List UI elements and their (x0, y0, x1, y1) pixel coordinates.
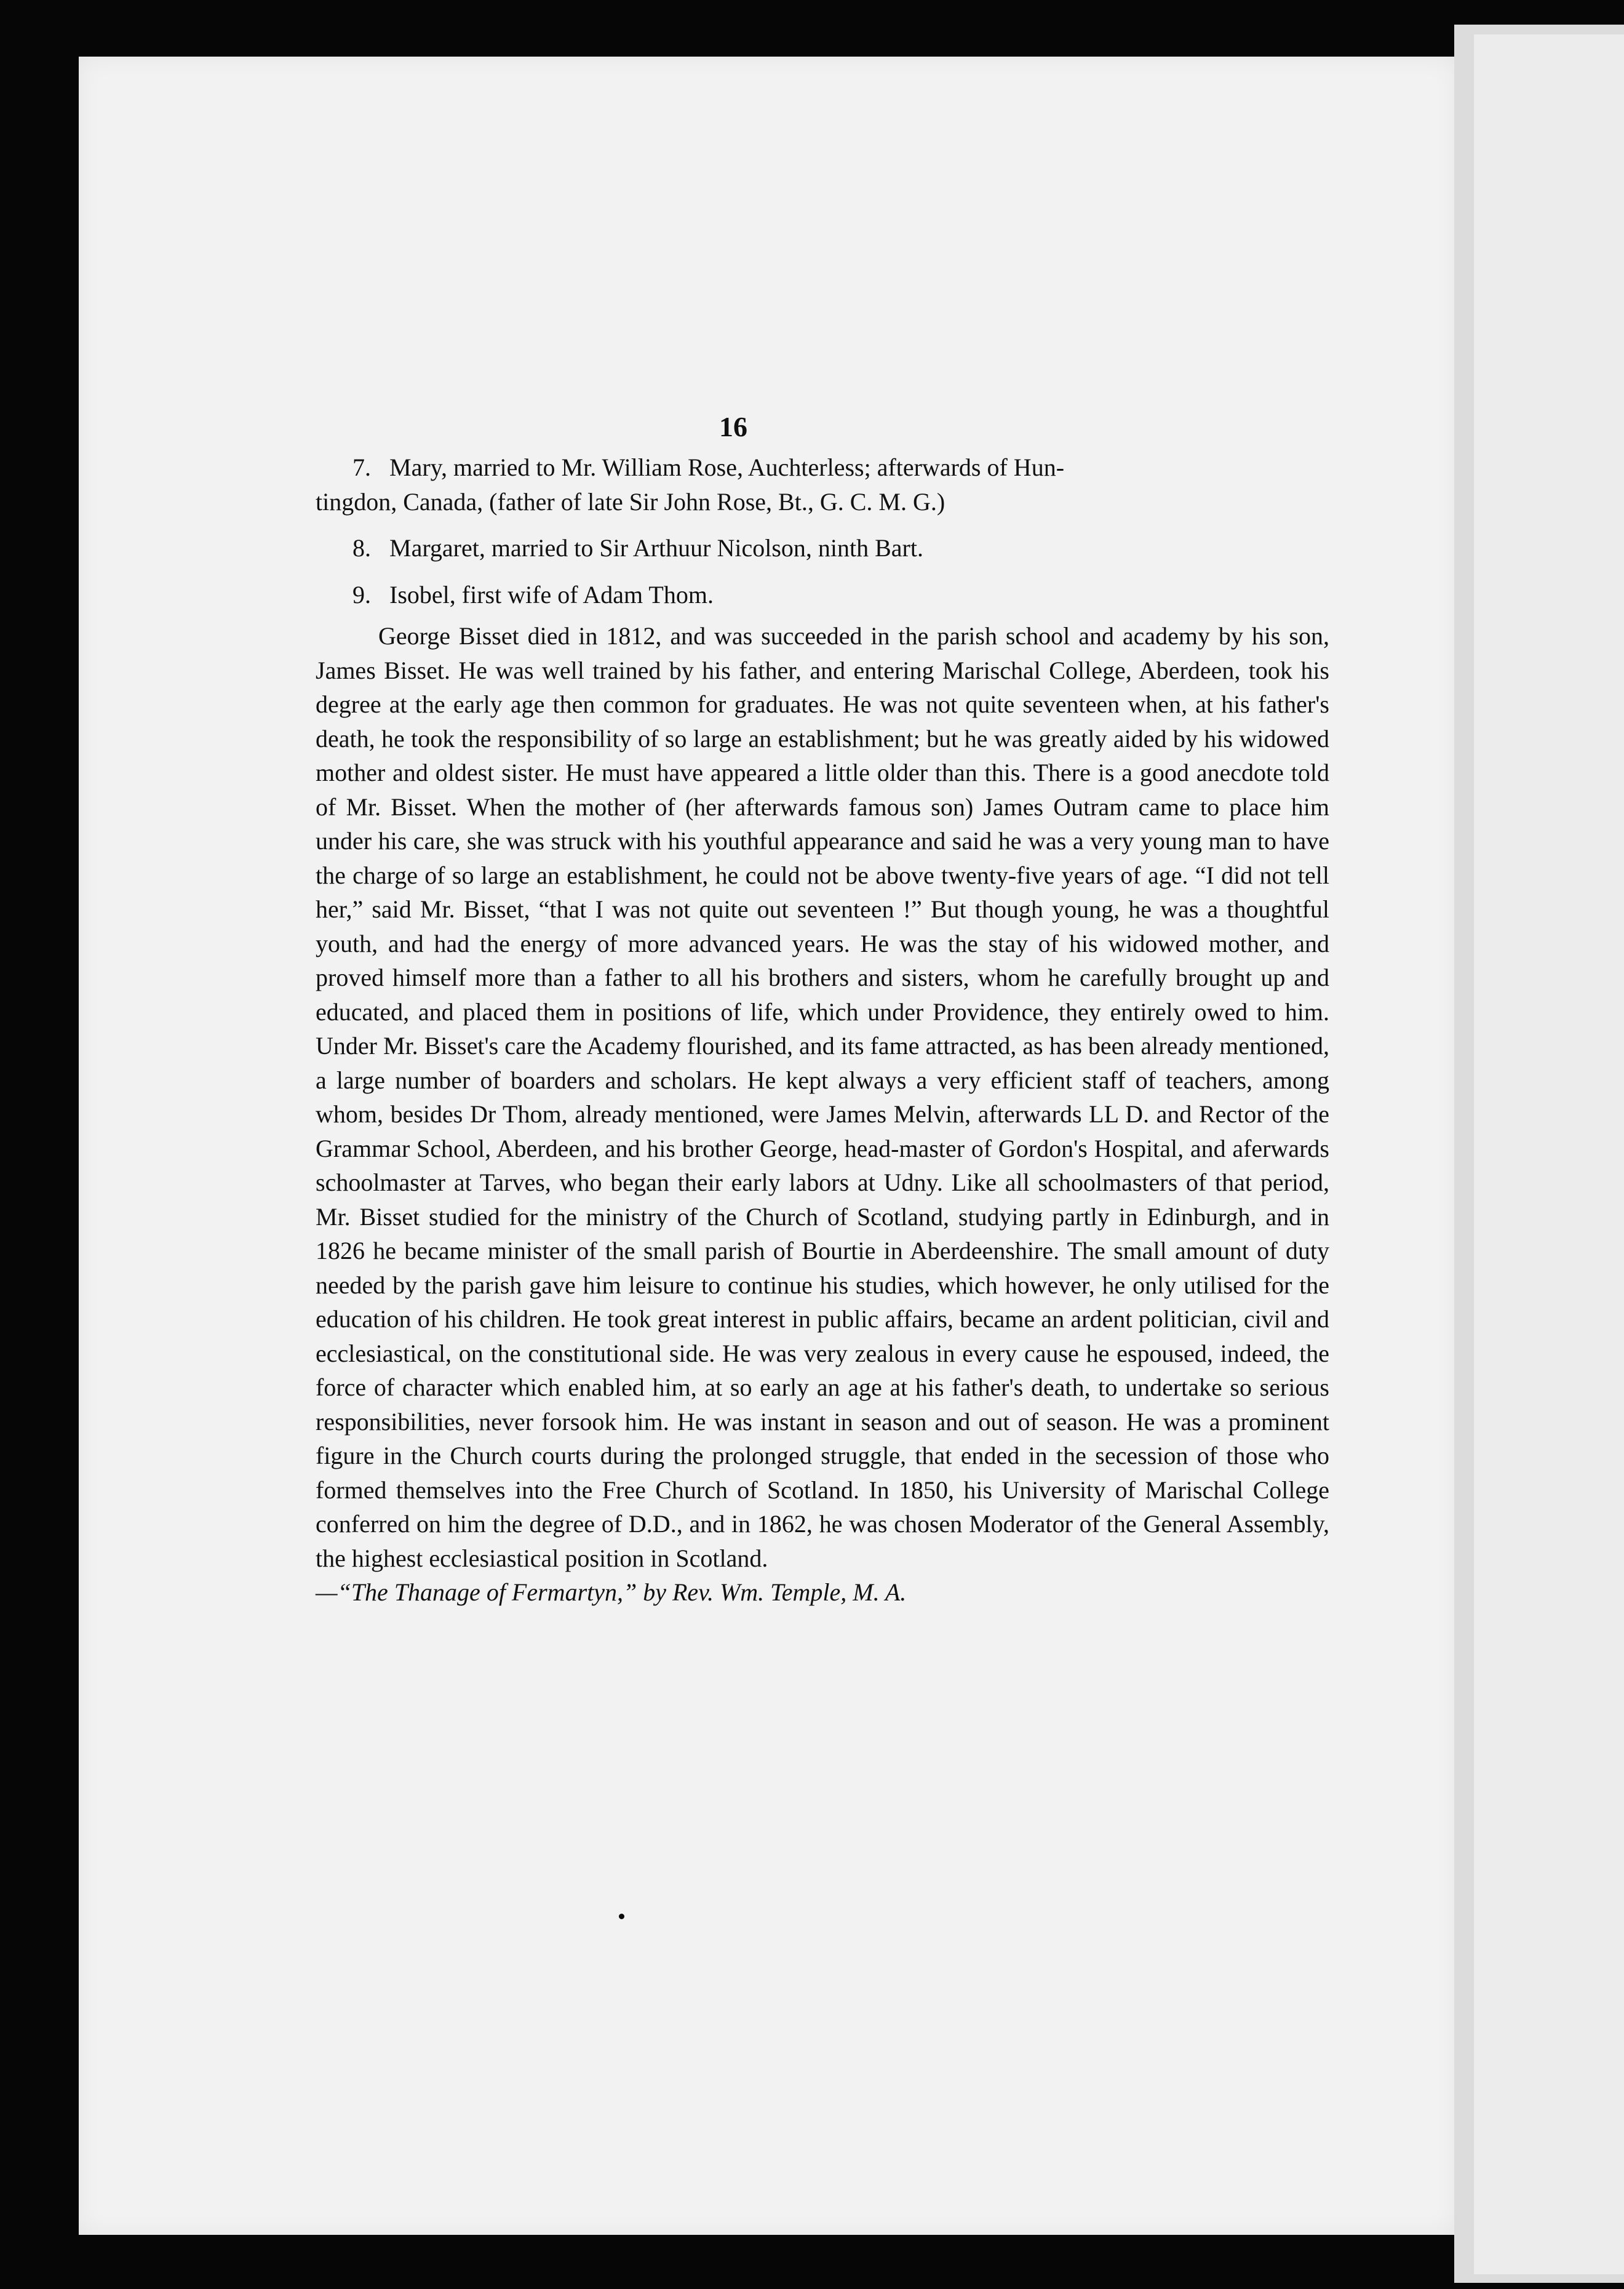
list-item (316, 531, 1329, 565)
list-text: Mary, married to Mr. William Rose, Auchterless; afterwards of Hun- (389, 453, 1065, 481)
list-text-continued: tingdon, Canada, (father of late Sir John Rose, Bt., G. C. M. G.) (316, 487, 945, 516)
scanned-page (79, 57, 1457, 2235)
list-number: 8. (352, 534, 371, 562)
list-item (316, 578, 1329, 612)
page-number: 16 (719, 411, 747, 442)
adjacent-page-edge (1454, 25, 1624, 2283)
list-item (316, 450, 1329, 519)
citation: —“The Thanage of Fermartyn,” by Rev. Wm. Temple, M. A. (316, 1578, 907, 1606)
list-text: Isobel, first wife of Adam Thom. (389, 580, 714, 609)
dust-speck (619, 1914, 624, 1919)
list-text: Margaret, married to Sir Arthuur Nicolson, ninth Bart. (389, 534, 923, 562)
list-number: 9. (352, 580, 371, 609)
body-paragraph: George Bisset died in 1812, and was succeeded in the parish school and academy by his son, James Bisset. He was well trained by his father, and entering Marischal College, Aberdeen, took his degree at the early age then common for graduates. He was not quite seventeen when, at his father's death, he took the responsibility of so large an establishment; but he was greatly aided by his widowed mother and oldest sister. He must have appeared a little older than this. There is a good anecdote told of Mr. Bisset. When the mother of (her afterwards famous son) James Outram came to place him under his care, she was struck with his youthful appearance and said he was a very young man to have the charge of so large an establishment, he could not be above twenty-five years of age. “I did not tell her,” said Mr. Bisset, “that I was not quite out seventeen !” But though young, he was a thoughtful youth, and had the energy of more advanced years. He was the stay of his widowed mother, and proved himself more than a father to all his brothers and sisters, whom he carefully brought up and educated, and placed them in positions of life, which under Providence, they entirely owed to him. Under Mr. Bisset's care the Academy flourished, and its fame attracted, as has been already mentioned, a large number of boarders and scholars. He kept always a very efficient staff of teachers, among whom, besides Dr Thom, already mentioned, were James Melvin, afterwards LL D. and Rector of the Grammar School, Aberdeen, and his brother George, head-master of Gordon's Hospital, and aferwards schoolmaster at Tarves, who began their early labors at Udny. Like all schoolmasters of that period, Mr. Bisset studied for the ministry of the Church of Scotland, studying partly in Edinburgh, and in 1826 he became minister of the small parish of Bourtie in Aberdeenshire. The small amount of duty needed by the parish gave him leisure to continue his studies, which however, he only utilised for the education of his children. He took great interest in public affairs, became an ardent politician, civil and ecclesiastical, on the constitutional side. He was very zealous in every cause he espoused, indeed, the force of character which enabled him, at so early an age at his father's death, to undertake so serious responsibilities, never forsook him. He was instant in season and out of season. He was a prominent figure in the Church courts during the prolonged struggle, that ended in the secession of those who formed themselves into the Free Church of Scotland. In 1850, his University of Marischal College conferred on him the degree of D.D., and in 1862, he was chosen Moderator of the General Assembly, the highest ecclesiastical position in Scotland. (316, 622, 1329, 1572)
list-number: 7. (352, 453, 371, 481)
page-body (316, 450, 1329, 1610)
